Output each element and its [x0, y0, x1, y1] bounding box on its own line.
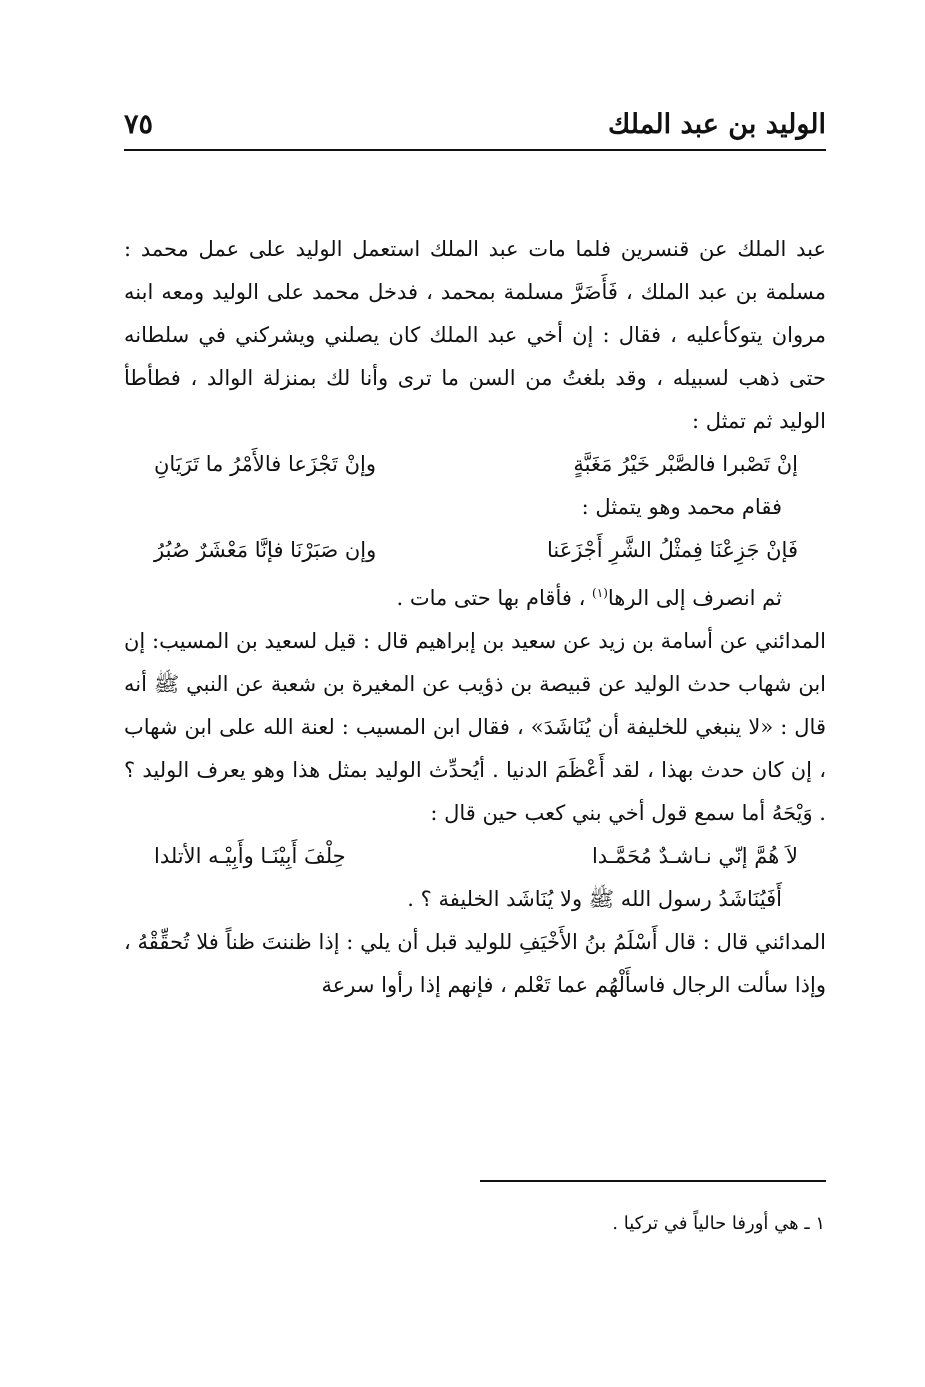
- header-divider: [124, 149, 826, 151]
- paragraph-1: عبد الملك عن قنسرين فلما مات عبد الملك استعمل الوليد على عمل محمد : مسلمة بن عبد الملك ، فَأَضَرَّ مسلمة بمحمد ، فدخل محمد على الوليد ومعه ابنه مروان يتوكأعليه ، فقال : إن أخي عبد الملك كان يصلني ويشركني في سلطانه حتى ذهب لسبيله ، وقد بلغتُ من السن ما ترى وأنا لك بمنزلة الوالد ، فطأطأ الوليد ثم تمثل :: [124, 237, 826, 433]
- footnote: ١ ـ هي أورفا حالياً في تركيا .: [612, 1213, 825, 1234]
- verse-2: [124, 529, 826, 572]
- verse-3: [124, 835, 826, 878]
- line-qam: فقام محمد وهو يتمثل :: [581, 495, 782, 519]
- running-title: الوليد بن عبد الملك: [608, 108, 826, 140]
- verse-1-first-hemistich: إنْ تَصْبرا فالصَّبْر خَيْرُ مَغَبَّةٍ: [573, 452, 798, 476]
- verse-2-first-hemistich: فَإنْ جَزِعْنَا فِمثْلُ الشَّرِ أَجْزَعَنا: [546, 538, 798, 562]
- paragraph-2: المدائني عن أسامة بن زيد عن سعيد بن إبراهيم قال : قيل لسعيد بن المسيب: إن ابن شهاب حدث الوليد عن قبيصة بن ذؤيب عن المغيرة بن شعبة عن النبي ﷺ أنه قال : «لا ينبغي للخليفة أن يُنَاشَدَ» ، فقال ابن المسيب : لعنة الله على ابن شهاب ، إن كان حدث بهذا ، لقد أَعْظَمَ الدنيا . أيُحدِّث الوليد بمثل هذا وهو يعرف الوليد ؟ . وَيْحَهُ أما سمع قول أخي بني كعب حين قال :: [124, 629, 826, 825]
- verse-1: [124, 443, 826, 486]
- main-text: [124, 228, 826, 1007]
- line-insaraf: [124, 572, 826, 620]
- verse-3-second-hemistich: حِلْفَ أَبِيْنَـا وأَبِيْـه الأتلدا: [154, 844, 346, 868]
- line-insaraf-end: ، فأقام بها حتى مات .: [396, 586, 586, 610]
- footnote-divider: [480, 1180, 826, 1182]
- line-afayunashad: أَفَيُنَاشَدُ رسول الله ﷺ ولا يُنَاشَد الخليفة ؟ .: [407, 887, 782, 911]
- paragraph-3: المدائني قال : قال أَسْلَمُ بنُ الأَخْيَفِ للوليد قبل أن يلي : إذا ظننتَ ظناً فلا تُحقِّقْهُ ، وإذا سألت الرجال فاسأَلْهُم عما تَعْلم ، فإنهم إذا رأوا سرعة: [124, 930, 826, 997]
- verse-3-first-hemistich: لاَ هُمَّ إنّي نـاشـدٌ مُحَمَّـدا: [591, 844, 798, 868]
- verse-2-second-hemistich: وإن صَبَرْنَا فإنَّا مَعْشَرٌ صُبُرُ: [154, 538, 377, 562]
- footnote-reference: (١): [592, 586, 608, 600]
- line-insaraf-text: ثم انصرف إلى الرها: [607, 586, 782, 610]
- page-number: ٧٥: [124, 108, 154, 140]
- page-header: [124, 100, 826, 148]
- verse-1-second-hemistich: وإنْ تَجْزَعا فالأَمْرُ ما تَرَيَانِ: [154, 452, 377, 476]
